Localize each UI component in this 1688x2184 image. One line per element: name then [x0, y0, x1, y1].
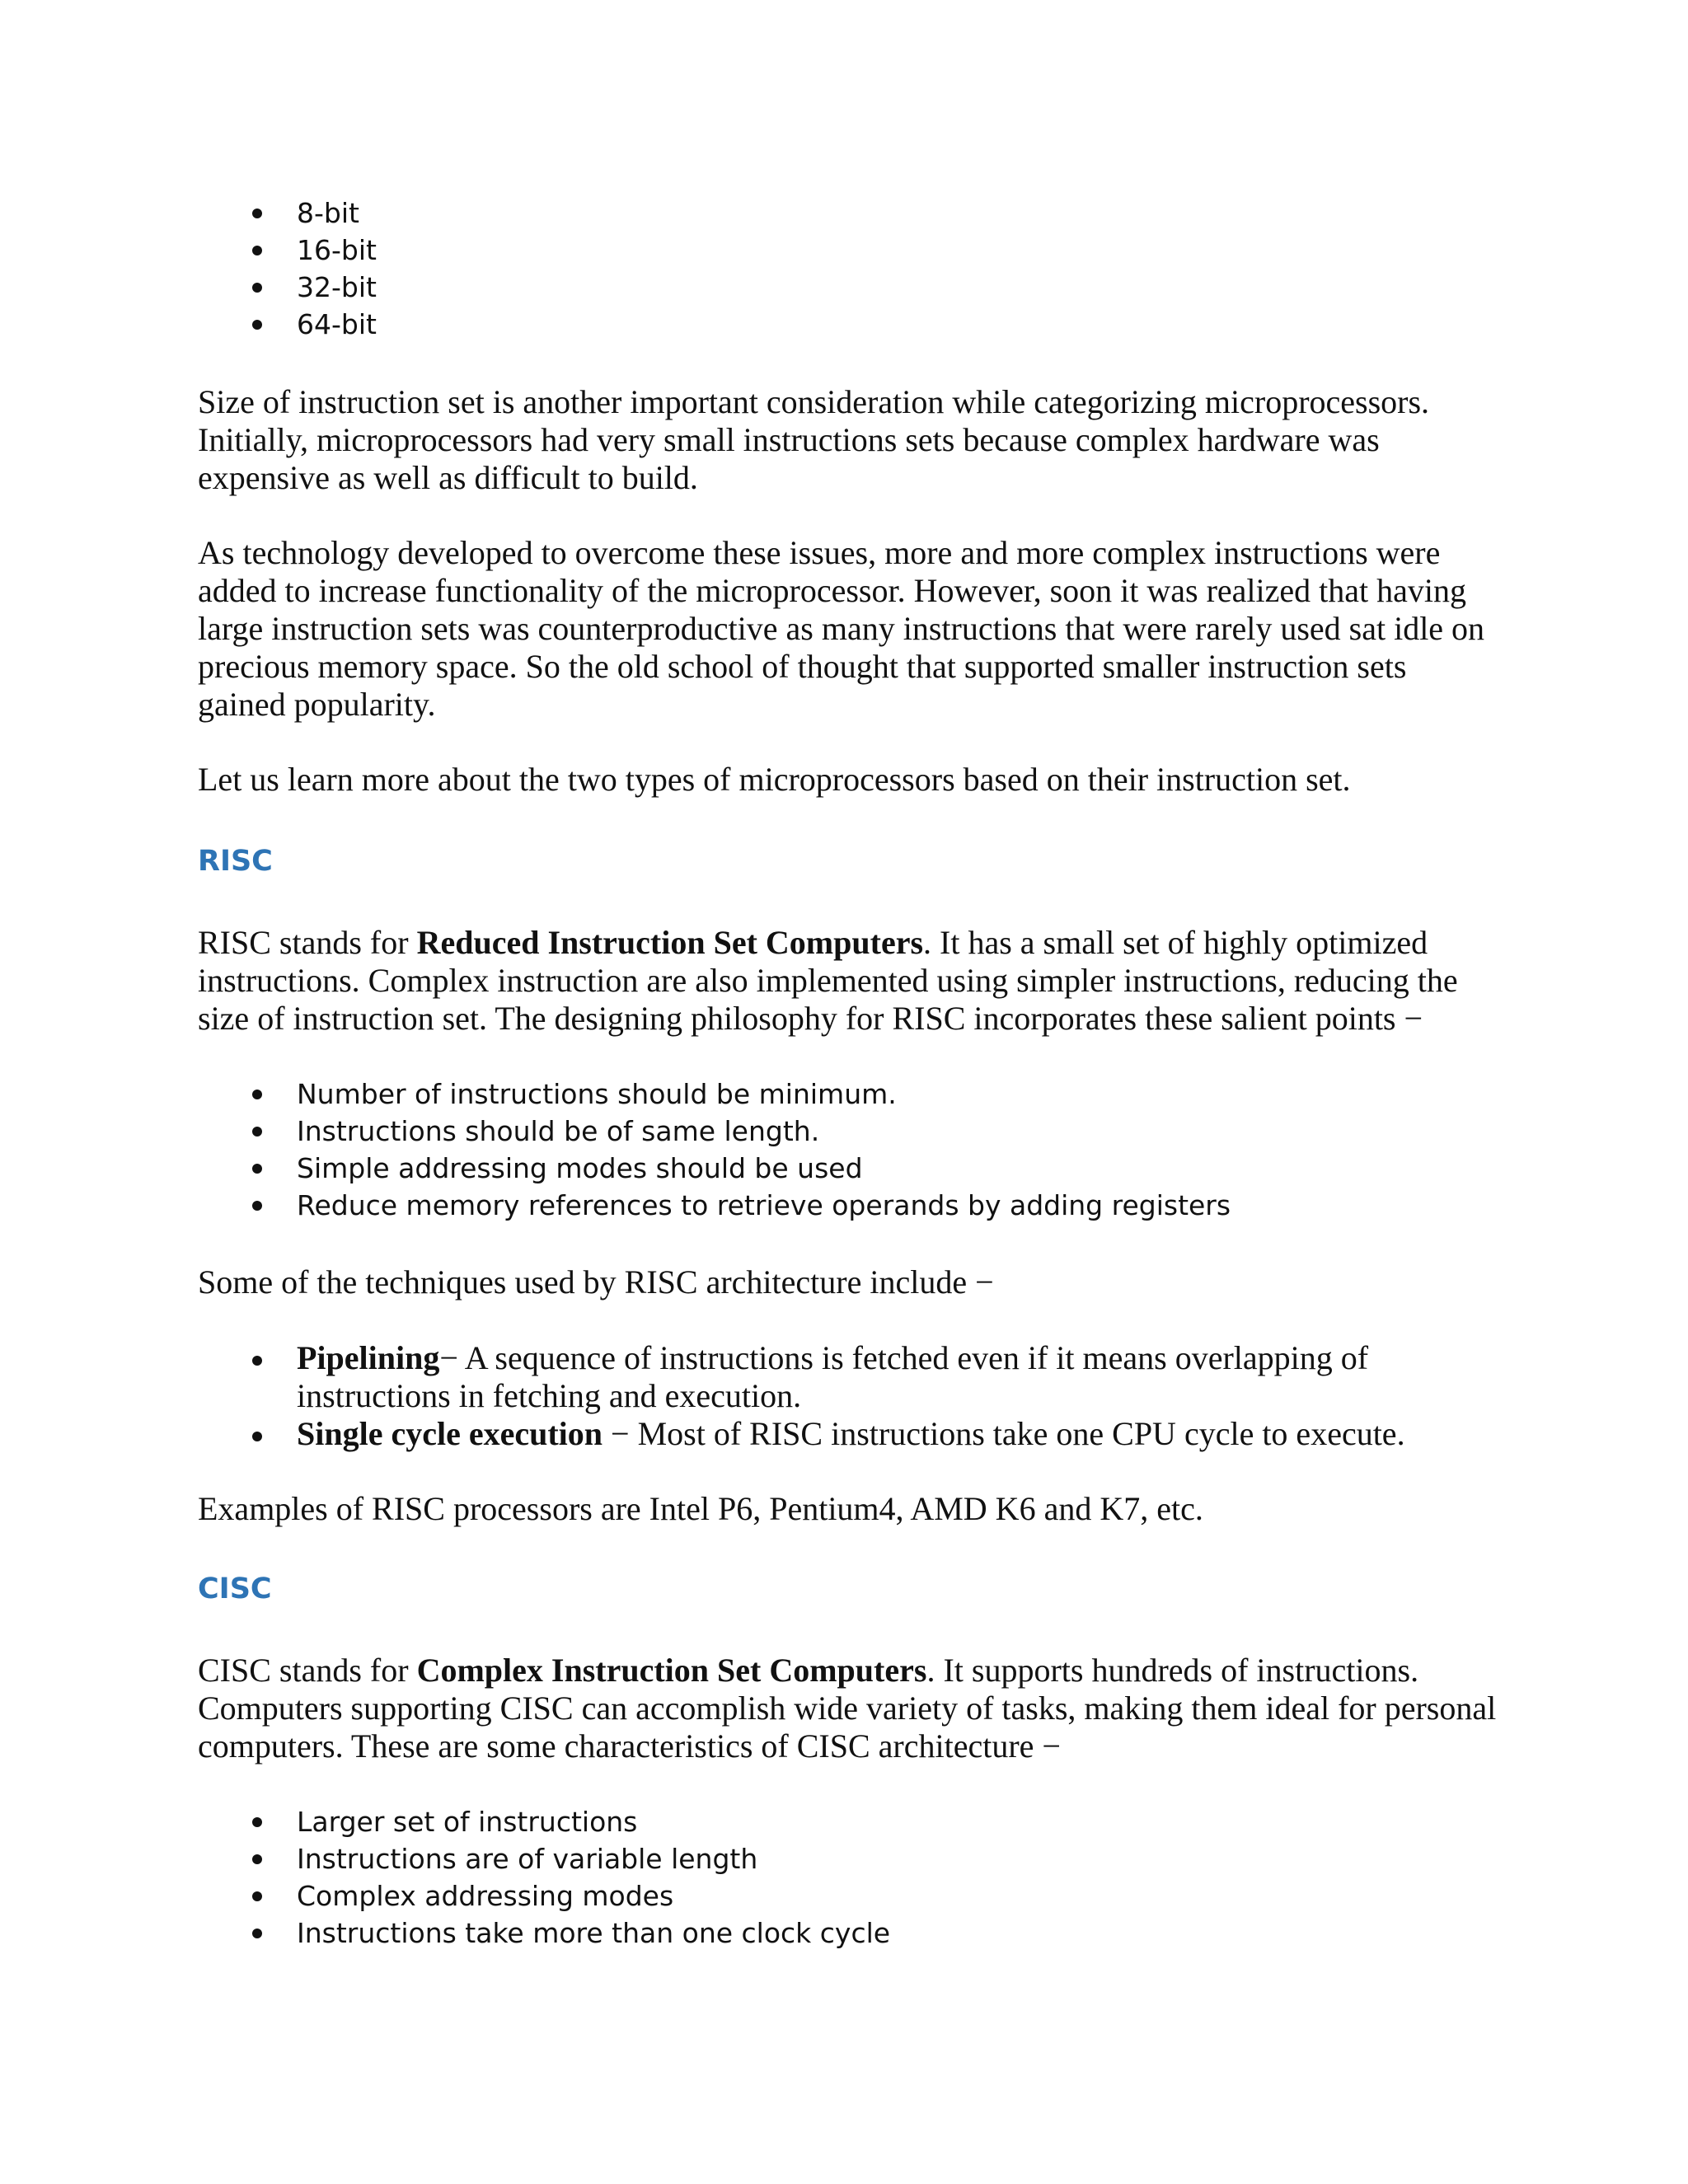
technique-term: Pipelining: [297, 1339, 440, 1376]
technique-description: − A sequence of instructions is fetched even if it means overlapping of instructions in fetching and execution.: [297, 1339, 1369, 1414]
cisc-intro-prefix: CISC stands for: [198, 1652, 417, 1689]
cisc-heading: CISC: [198, 1572, 272, 1605]
paragraph-technology: As technology developed to overcome these issues, more and more complex instructions were added to increase functionality of the microprocessor. However, soon it was realized that having large instruction sets was counterproductive as many instructions that were rarely used sat idle on precious memory space. So the old school of thought that supported smaller instruction sets gained popularity.: [198, 534, 1485, 723]
paragraph-learn-more: Let us learn more about the two types of microprocessors based on their instruction set.: [198, 761, 1351, 798]
risc-heading: RISC: [198, 845, 273, 878]
list-item: 64-bit: [198, 306, 1500, 343]
risc-examples-paragraph: Examples of RISC processors are Intel P6, Pentium4, AMD K6 and K7, etc.: [198, 1490, 1203, 1527]
risc-intro-suffix: . It has a small set of highly optimized instructions. Complex instruction are also implemented using simpler instructions, reducing the size of instruction set. The designing philosophy for RISC incorporates these salient points −: [198, 924, 1458, 1037]
risc-design-points-list: [198, 1076, 1500, 1224]
risc-intro-prefix: RISC stands for: [198, 924, 417, 961]
cisc-intro-suffix: . It supports hundreds of instructions. Computers supporting CISC can accomplish wide variety of tasks, making them ideal for personal computers. These are some characteristics of CISC architecture −: [198, 1652, 1497, 1765]
cisc-characteristics-list: [198, 1803, 1500, 1952]
list-item: Instructions are of variable length: [198, 1840, 1500, 1877]
risc-techniques-intro: Some of the techniques used by RISC architecture include −: [198, 1263, 994, 1301]
risc-intro-paragraph: [198, 924, 1500, 1038]
list-item: Complex addressing modes: [198, 1877, 1500, 1915]
bit-width-list: [198, 194, 1500, 343]
technique-term: Single cycle execution: [297, 1415, 603, 1452]
list-item: Simple addressing modes should be used: [198, 1150, 1500, 1187]
list-item: [198, 1415, 1500, 1453]
risc-techniques-list: [198, 1339, 1500, 1453]
list-item: Instructions take more than one clock cycle: [198, 1915, 1500, 1952]
cisc-intro-paragraph: [198, 1652, 1500, 1765]
list-item: Instructions should be of same length.: [198, 1113, 1500, 1150]
list-item: 32-bit: [198, 269, 1500, 306]
list-item: Number of instructions should be minimum.: [198, 1076, 1500, 1113]
paragraph-instruction-set-size: Size of instruction set is another important consideration while categorizing microprocessors. Initially, microprocessors had very small instructions sets because complex hardware was expensive as well as difficult to build.: [198, 383, 1430, 496]
cisc-intro-term: Complex Instruction Set Computers: [416, 1652, 927, 1689]
risc-intro-term: Reduced Instruction Set Computers: [416, 924, 924, 961]
technique-description: − Most of RISC instructions take one CPU cycle to execute.: [603, 1415, 1405, 1452]
list-item: Reduce memory references to retrieve operands by adding registers: [198, 1187, 1500, 1224]
list-item: Larger set of instructions: [198, 1803, 1500, 1840]
list-item: 8-bit: [198, 194, 1500, 232]
list-item: [198, 1339, 1500, 1415]
list-item: 16-bit: [198, 232, 1500, 269]
